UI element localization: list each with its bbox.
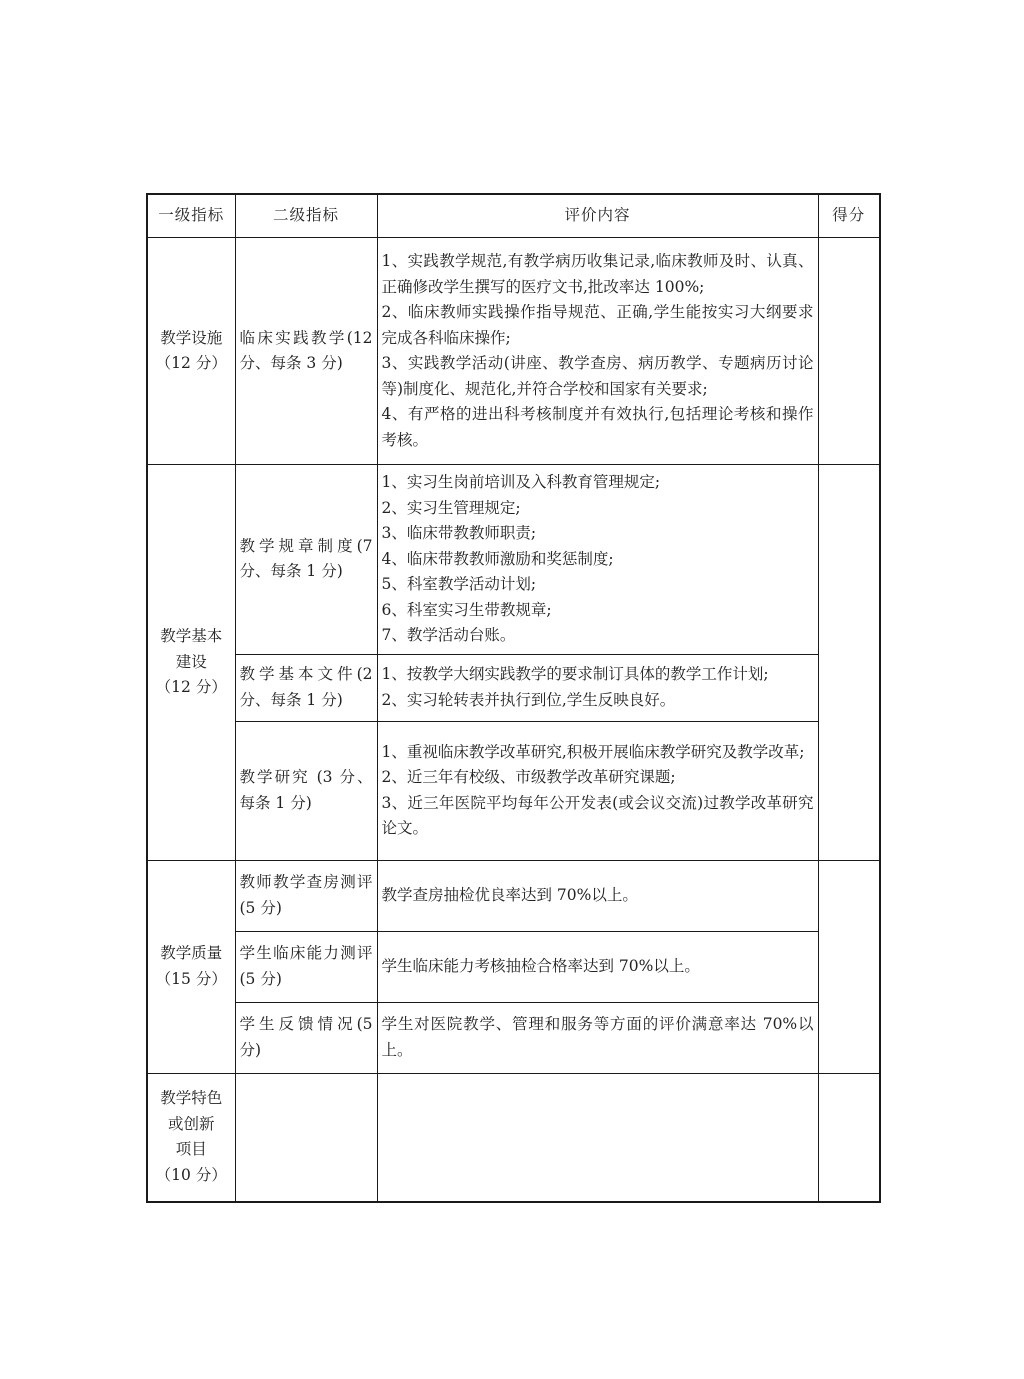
header-row xyxy=(147,194,880,238)
level1-label: 建设 xyxy=(175,652,207,671)
score-cell[interactable] xyxy=(818,1073,880,1202)
header-content: 评价内容 xyxy=(377,194,818,238)
content-rounds: 教学查房抽检优良率达到 70%以上。 xyxy=(377,860,818,931)
list-item: 6、科室实习生带教规章; xyxy=(381,600,552,619)
evaluation-table xyxy=(146,193,881,1203)
score-cell[interactable] xyxy=(818,465,880,861)
level1-label: 教学质量 xyxy=(160,944,223,962)
level2-files: 教学基本文件(2 分、每条 1 分) xyxy=(235,654,377,721)
content-ability: 学生临床能力考核抽检合格率达到 70%以上。 xyxy=(377,931,818,1002)
table-row xyxy=(147,1073,880,1202)
header-score: 得分 xyxy=(818,194,880,238)
list-item: 4、有严格的进出科考核制度并有效执行,包括理论考核和操作考核。 xyxy=(381,405,814,449)
content-innovation[interactable] xyxy=(377,1073,818,1202)
score-cell[interactable] xyxy=(818,860,880,1073)
content-feedback: 学生对医院教学、管理和服务等方面的评价满意率达 70%以上。 xyxy=(377,1002,818,1073)
level2-research: 教学研究 (3 分、每条 1 分) xyxy=(235,721,377,860)
level1-points: （12 分） xyxy=(155,354,227,372)
level1-label: 教学基本 xyxy=(160,627,223,645)
table-row xyxy=(147,238,880,465)
table-row xyxy=(147,721,880,860)
level2-feedback: 学生反馈情况(5 分) xyxy=(235,1002,377,1073)
content-research xyxy=(377,721,818,860)
table-row xyxy=(147,654,880,721)
level2-rules: 教学规章制度(7 分、每条 1 分) xyxy=(235,465,377,655)
list-item: 1、重视临床教学改革研究,积极开展临床教学研究及教学改革; xyxy=(381,742,805,761)
list-item: 2、近三年有校级、市级教学改革研究课题; xyxy=(381,768,676,786)
list-item: 2、实习生管理规定; xyxy=(381,498,521,517)
list-item: 3、近三年医院平均每年公开发表(或会议交流)过教学改革研究论文。 xyxy=(381,793,814,837)
header-level2: 二级指标 xyxy=(235,194,377,238)
level1-points: （15 分） xyxy=(155,969,227,988)
level1-basic xyxy=(147,465,235,861)
level1-facility xyxy=(147,238,235,465)
list-item: 1、实习生岗前培训及入科教育管理规定; xyxy=(381,473,661,491)
list-item: 2、临床教师实践操作指导规范、正确,学生能按实习大纲要求完成各科临床操作; xyxy=(381,303,814,347)
list-item: 2、实习轮转表并执行到位,学生反映良好。 xyxy=(381,690,676,709)
list-item: 4、临床带教教师激励和奖惩制度; xyxy=(381,549,614,568)
level1-label: 项目 xyxy=(175,1140,207,1158)
level1-points: （12 分） xyxy=(155,678,227,696)
level1-label: 教学设施 xyxy=(160,328,223,347)
content-files xyxy=(377,654,818,721)
list-item: 1、实践教学规范,有教学病历收集记录,临床教师及时、认真、正确修改学生撰写的医疗文书,批改率达 100%; xyxy=(381,252,814,296)
level1-label: 或创新 xyxy=(167,1114,215,1133)
list-item: 7、教学活动台账。 xyxy=(381,626,516,644)
table-row xyxy=(147,1002,880,1073)
list-item: 3、实践教学活动(讲座、教学查房、病历教学、专题病历讨论等)制度化、规范化,并符合学校和国家有关要求; xyxy=(381,354,814,398)
content-clinical-practice xyxy=(377,238,818,465)
score-cell[interactable] xyxy=(818,238,880,465)
table-row xyxy=(147,931,880,1002)
list-item: 3、临床带教教师职责; xyxy=(381,524,537,542)
list-item: 5、科室教学活动计划; xyxy=(381,575,537,593)
list-item: 1、按教学大纲实践教学的要求制订具体的教学工作计划; xyxy=(381,665,769,683)
level1-quality xyxy=(147,860,235,1073)
table-row xyxy=(147,860,880,931)
level1-points: （10 分） xyxy=(155,1165,227,1184)
level2-innovation[interactable] xyxy=(235,1073,377,1202)
content-rules xyxy=(377,465,818,655)
table-row xyxy=(147,465,880,655)
level2-ability: 学生临床能力测评(5 分) xyxy=(235,931,377,1002)
level2-clinical-practice: 临床实践教学(12 分、每条 3 分) xyxy=(235,238,377,465)
header-level1: 一级指标 xyxy=(147,194,235,238)
level1-label: 教学特色 xyxy=(160,1089,223,1107)
level2-rounds: 教师教学查房测评(5 分) xyxy=(235,860,377,931)
level1-innovation xyxy=(147,1073,235,1202)
